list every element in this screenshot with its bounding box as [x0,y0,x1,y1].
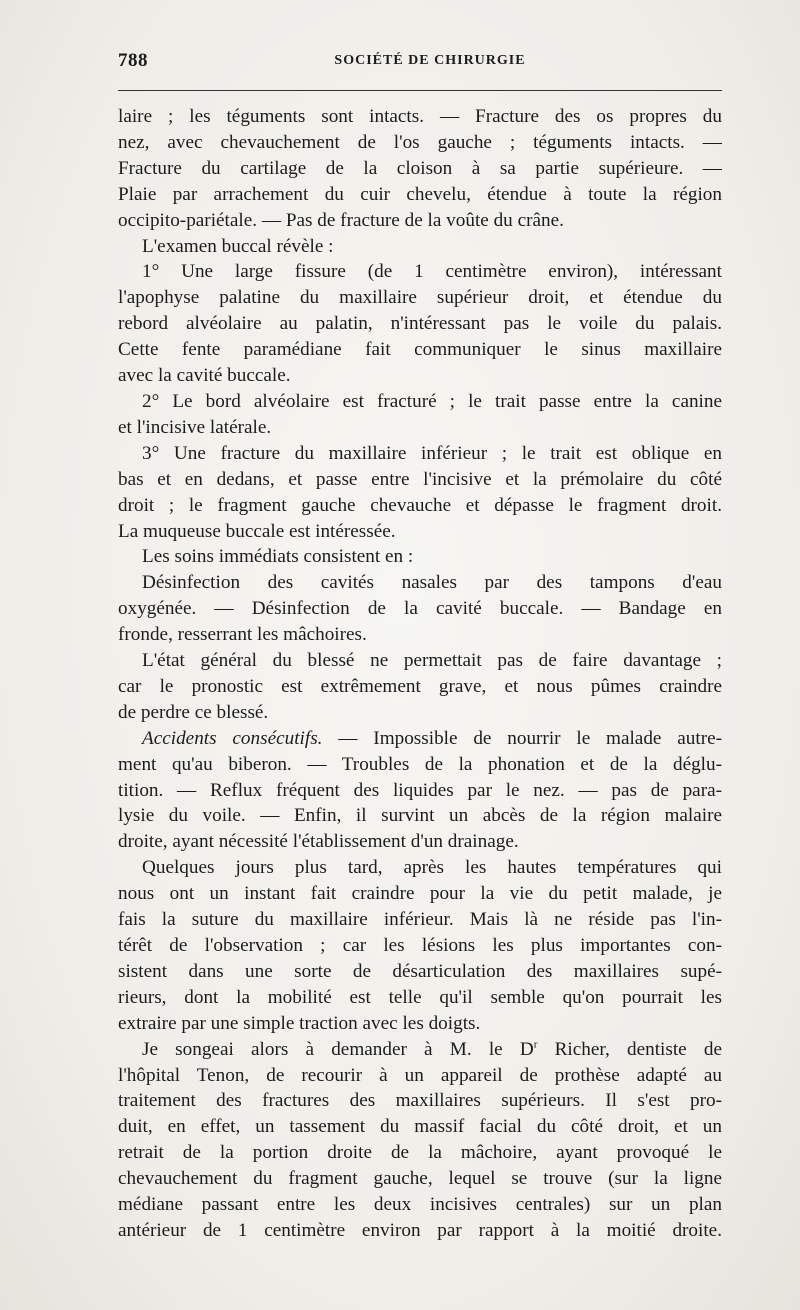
text-line: nous ont un instant fait craindre pour la vie du petit malade, je [118,883,722,905]
text-line: de perdre ce blessé. [118,701,269,723]
text-line: fronde, resserrant les mâchoires. [118,624,367,646]
text-line: Désinfection des cavités nasales par des tampons d'eau [142,572,722,594]
text-fragment: Richer, dentiste de [537,1038,722,1060]
text-line: chevauchement du fragment gauche, lequel se trouve (sur la ligne [118,1168,722,1190]
text-line: droit ; le fragment gauche chevauche et dépasse le fragment droit. [118,494,722,516]
text-line: sistent dans une sorte de désarticulation des maxillaires supé- [118,960,722,982]
text-line: Cette fente paramédiane fait communiquer le sinus maxillaire [118,339,722,361]
text-line: Fracture du cartilage de la cloison à sa partie supérieure. — [118,157,722,179]
header-rule [118,90,722,91]
text-line: Les soins immédiats consistent en : [142,546,414,568]
text-line: traitement des fractures des maxillaires supérieurs. Il s'est pro- [118,1090,722,1112]
text-line: L'état général du blessé ne permettait pas de faire davantage ; [142,650,722,672]
body-text [118,104,722,1244]
text-line: L'examen buccal révèle : [142,235,334,257]
text-line: laire ; les téguments sont intacts. — Fracture des os propres du [118,106,722,127]
text-line: rieurs, dont la mobilité est telle qu'il semble qu'on pourrait les [118,986,722,1008]
text-line: droite, ayant nécessité l'établissement d'un drainage. [118,831,519,853]
page-number: 788 [118,50,148,71]
text-line: antérieur de 1 centimètre environ par rapport à la moitié droite. [118,1219,722,1241]
text-line: fais la suture du maxillaire inférieur. Mais là ne réside pas l'in- [118,909,722,931]
text-line: l'hôpital Tenon, de recourir à un appareil de prothèse adapté au [118,1064,722,1086]
text-line: occipito-pariétale. — Pas de fracture de la voûte du crâne. [118,209,564,231]
text-line: car le pronostic est extrêmement grave, et nous pûmes craindre [118,675,722,697]
page-header [118,46,722,76]
text-line: bas et en dedans, et passe entre l'incisive et la prémolaire du côté [118,468,722,490]
text-line: nez, avec chevauchement de l'os gauche ; téguments intacts. — [118,131,722,153]
text-line: duit, en effet, un tassement du massif facial du côté droit, et un [118,1116,722,1138]
text-line: Plaie par arrachement du cuir chevelu, étendue à toute la région [118,183,722,205]
text-line: avec la cavité buccale. [118,365,291,387]
text-line: oxygénée. — Désinfection de la cavité buccale. — Bandage en [118,598,722,620]
superscript-r: r [533,1038,538,1051]
text-line: 2° Le bord alvéolaire est fracturé ; le trait passe entre la canine [142,390,722,412]
text-line: 3° Une fracture du maxillaire inférieur ; le trait est oblique en [142,442,722,464]
text-line-mixed [118,726,722,752]
section-heading-italic: Accidents consécutifs. [142,727,323,749]
text-fragment: Je songeai alors à demander à M. le D [142,1038,534,1060]
text-fragment: — Impossible de nourrir le malade autre- [322,727,722,749]
text-line: tition. — Reflux fréquent des liquides par le nez. — pas de para- [118,779,722,801]
text-line: et l'incisive latérale. [118,416,272,438]
text-line: extraire par une simple traction avec les doigts. [118,1012,481,1034]
text-line: médiane passant entre les deux incisives centrales) sur un plan [118,1194,722,1216]
text-line: ment qu'au biberon. — Troubles de la phonation et de la déglu- [118,753,722,775]
running-title: SOCIÉTÉ DE CHIRURGIE [334,53,526,68]
text-line: l'apophyse palatine du maxillaire supérieur droit, et étendue du [118,287,722,309]
text-line-mixed [118,1037,722,1063]
text-line: 1° Une large fissure (de 1 centimètre environ), intéressant [142,261,722,283]
text-line: retrait de la portion droite de la mâchoire, ayant provoqué le [118,1142,722,1164]
text-line: rebord alvéolaire au palatin, n'intéressant pas le voile du palais. [118,313,722,335]
text-line: Quelques jours plus tard, après les hautes températures qui [142,857,722,879]
text-line: La muqueuse buccale est intéressée. [118,520,396,542]
text-line: lysie du voile. — Enfin, il survint un abcès de la région malaire [118,805,722,827]
text-line: térêt de l'observation ; car les lésions les plus importantes con- [118,935,722,956]
